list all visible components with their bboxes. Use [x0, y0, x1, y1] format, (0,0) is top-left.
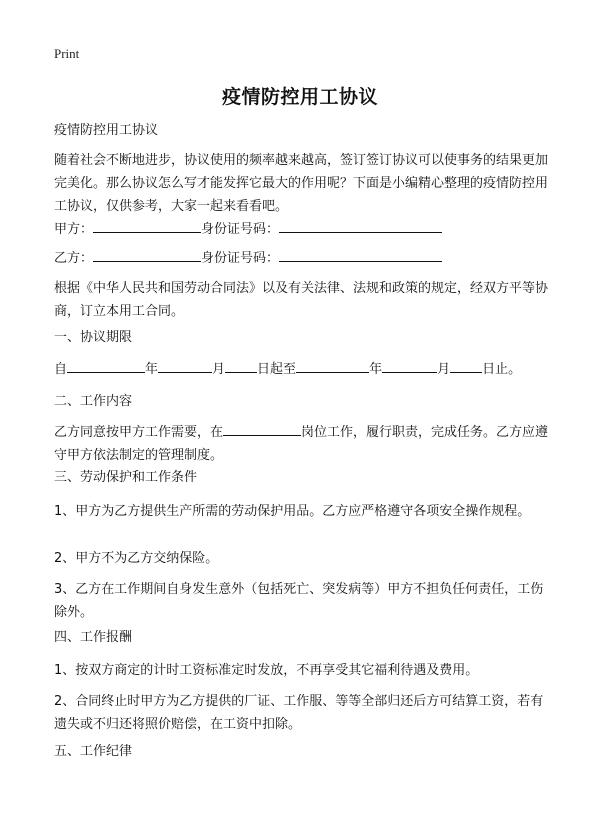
- section-3-item: 2、甲方不为乙方交纳保险。: [54, 551, 219, 566]
- party-b-id-blank: [279, 247, 442, 262]
- period-year-2: 年: [369, 362, 383, 377]
- party-b-id-label: 身份证号码：: [201, 251, 280, 266]
- end-month-blank: [382, 358, 437, 373]
- party-b-name-blank: [93, 247, 201, 262]
- section-2-heading: 二、工作内容: [54, 394, 133, 409]
- section-3-item: 3、乙方在工作期间自身发生意外（包括死亡、突发病等）甲方不担负任何责任，工伤除外。: [54, 582, 544, 620]
- party-a-label: 甲方：: [54, 222, 94, 237]
- section-4-item: 2、合同终止时甲方为乙方提供的厂证、工作服、等等全部归还后方可结算工资，若有遗失或不归还将照价赔偿，在工资中扣除。: [54, 694, 544, 732]
- period-from: 自: [54, 362, 68, 377]
- work-suffix: 岗位工作，履行职责，完成任务。乙方应遵守甲方依法制定的管理制度。: [54, 425, 549, 463]
- work-prefix: 乙方同意按甲方工作需要，在: [54, 425, 224, 440]
- period-day-start: 日起至: [257, 362, 297, 377]
- section-4-item: 1、按双方商定的计时工资标准定时发放，不再享受其它福利待遇及费用。: [54, 663, 479, 678]
- party-b-label: 乙方：: [54, 251, 94, 266]
- period-line: [54, 358, 554, 381]
- start-year-blank: [67, 358, 145, 373]
- section-4-heading: 四、工作报酬: [54, 630, 133, 645]
- doc-subtitle: 疫情防控用工协议: [54, 123, 159, 138]
- section-3-heading: 三、劳动保护和工作条件: [54, 470, 198, 485]
- section-3-item: 1、甲方为乙方提供生产所需的劳动保护用品。乙方应严格遵守各项安全操作规程。: [54, 504, 531, 519]
- start-month-blank: [158, 358, 212, 373]
- period-month-1: 月: [212, 362, 226, 377]
- start-day-blank: [225, 358, 257, 373]
- position-blank: [223, 421, 301, 436]
- party-a-name-blank: [93, 218, 201, 233]
- party-a-id-label: 身份证号码：: [201, 222, 280, 237]
- period-year-1: 年: [145, 362, 159, 377]
- work-paragraph: [54, 421, 554, 467]
- party-a-id-blank: [279, 218, 442, 233]
- section-5-heading: 五、工作纪律: [54, 744, 133, 759]
- period-month-2: 月: [437, 362, 451, 377]
- print-link[interactable]: Print: [54, 46, 80, 61]
- party-b-line: [54, 247, 554, 270]
- party-a-line: [54, 218, 554, 241]
- period-day-end: 日止。: [482, 362, 522, 377]
- end-day-blank: [450, 358, 482, 373]
- intro-paragraph: 随着社会不断地进步，协议使用的频率越来越高，签订签订协议可以使事务的结果更加完美化。那么协议怎么写才能发挥它最大的作用呢？下面是小编精心整理的疫情防控用工协议，仅供参考，大家一起来看看吧。: [54, 153, 549, 214]
- end-year-blank: [296, 358, 369, 373]
- basis-paragraph: 根据《中华人民共和国劳动合同法》以及有关法律、法规和政策的规定，经双方平等协商，订立本用工合同。: [54, 281, 549, 319]
- page-title: 疫情防控用工协议: [221, 86, 378, 108]
- section-1-heading: 一、协议期限: [54, 330, 133, 345]
